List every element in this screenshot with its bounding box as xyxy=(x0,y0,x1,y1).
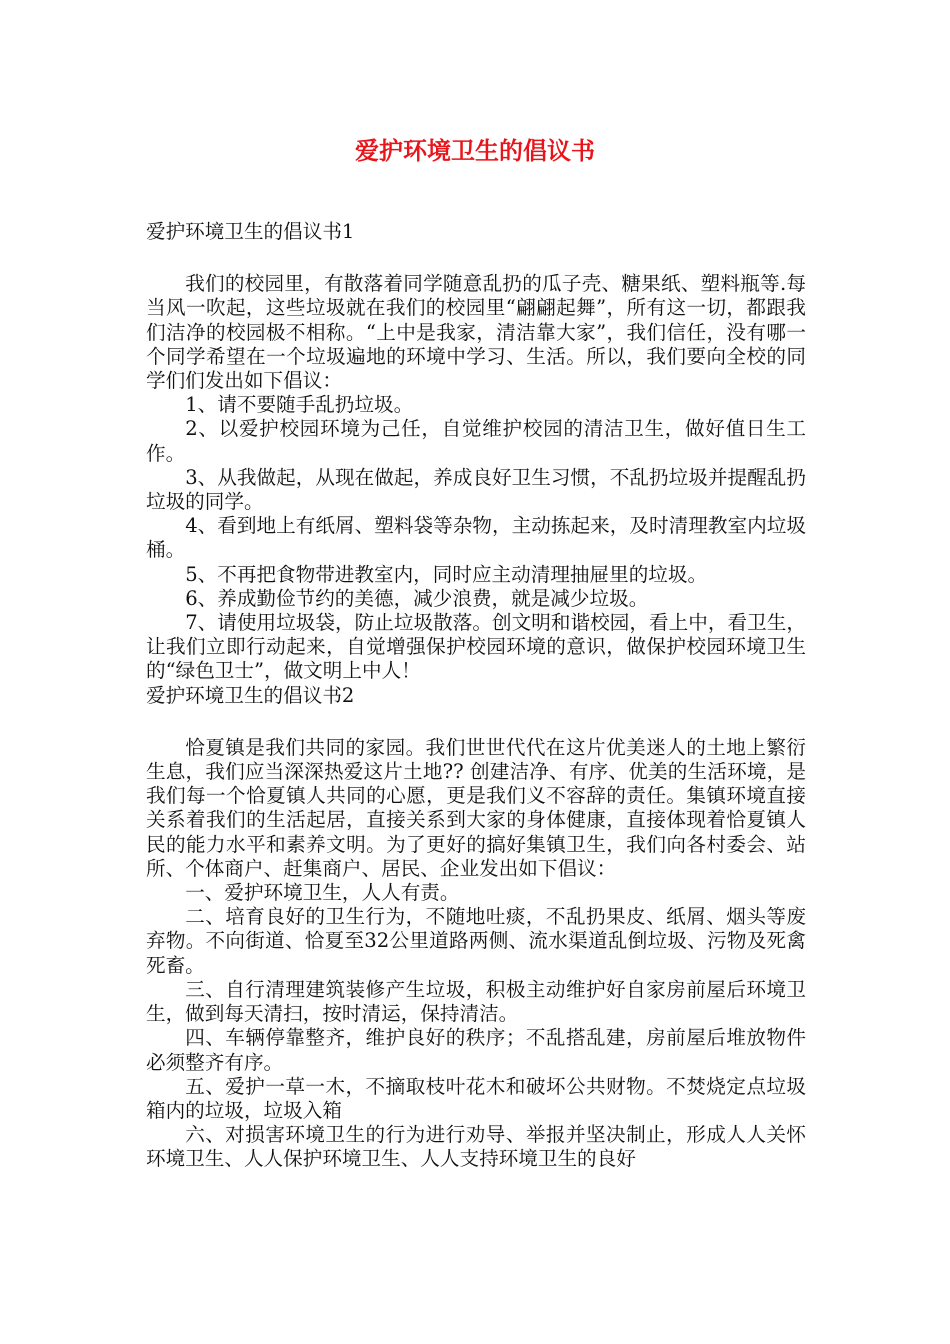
paragraph: 3、从我做起，从现在做起，养成良好卫生习惯，不乱扔垃圾并提醒乱扔垃圾的同学。 xyxy=(146,465,806,514)
paragraph: 7、请使用垃圾袋，防止垃圾散落。创文明和谐校园，看上中，看卫生，让我们立即行动起来，自觉增强保护校园环境的意识，做保护校园环境卫生的“绿色卫士”，做文明上中人！ xyxy=(146,611,806,683)
document-title: 爱护环境卫生的倡议书 xyxy=(355,137,595,165)
paragraph: 我们的校园里，有散落着同学随意乱扔的瓜子壳、糖果纸、塑料瓶等.每当风一吹起，这些垃圾就在我们的校园里“翩翩起舞”，所有这一切，都跟我们洁净的校园极不相称。“上中是我家，清洁靠大家”，我们信任，没有哪一个同学希望在一个垃圾遍地的环境中学习、生活。所以，我们要向全校的同学们们发出如下倡议： xyxy=(146,272,806,393)
document-body xyxy=(146,220,806,1172)
paragraph: 6、养成勤俭节约的美德，减少浪费，就是减少垃圾。 xyxy=(185,586,649,610)
section-spacer xyxy=(146,708,806,736)
paragraph: 恰夏镇是我们共同的家园。我们世世代代在这片优美迷人的土地上繁衍生息，我们应当深深热爱这片土地?? 创建洁净、有序、优美的生活环境，是我们每一个恰夏镇人共同的心愿，更是我们义不容辞的责任。集镇环境直接关系着我们的生活起居，直接关系到大家的身体健康，直接体现着恰夏镇人民的能力水平和素养文明。为了更好的搞好集镇卫生，我们向各村委会、站所、个体商户、赶集商户、居民、企业发出如下倡议： xyxy=(146,735,806,880)
paragraph: 4、看到地上有纸屑、塑料袋等杂物，主动拣起来，及时清理教室内垃圾桶。 xyxy=(146,514,806,562)
paragraph: 一、爱护环境卫生，人人有责。 xyxy=(185,881,460,905)
section-heading: 爱护环境卫生的倡议书1 xyxy=(146,220,355,243)
paragraph: 三、自行清理建筑装修产生垃圾，积极主动维护好自家房前屋后环境卫生，做到每天清扫，按时清运，保持清洁。 xyxy=(146,977,806,1026)
paragraph: 5、不再把食物带进教室内，同时应主动清理抽屉里的垃圾。 xyxy=(185,562,708,586)
paragraph: 2、以爱护校园环境为己任，自觉维护校园的清洁卫生，做好值日生工作。 xyxy=(146,417,806,465)
section-spacer xyxy=(146,244,806,272)
section-heading: 爱护环境卫生的倡议书2 xyxy=(146,683,355,707)
paragraph: 二、培育良好的卫生行为，不随地吐痰，不乱扔果皮、纸屑、烟头等废弃物。不向街道、恰夏至32公里道路两侧、流水渠道乱倒垃圾、污物及死禽死畜。 xyxy=(146,905,806,977)
paragraph: 四、车辆停靠整齐，维护良好的秩序；不乱搭乱建，房前屋后堆放物件必须整齐有序。 xyxy=(146,1026,806,1074)
paragraph: 1、请不要随手乱扔垃圾。 xyxy=(185,393,414,417)
paragraph: 六、对损害环境卫生的行为进行劝导、举报并坚决制止，形成人人关怀环境卫生、人人保护环境卫生、人人支持环境卫生的良好 xyxy=(146,1123,806,1171)
paragraph: 五、爱护一草一木，不摘取枝叶花木和破坏公共财物。不焚烧定点垃圾箱内的垃圾，垃圾入箱 xyxy=(146,1074,806,1122)
